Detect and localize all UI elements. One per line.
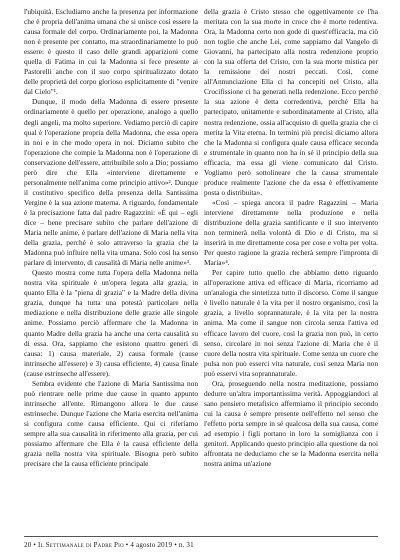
page-number: 20 bbox=[24, 541, 32, 549]
publication-name: Il Settimanale di Padre Pio bbox=[37, 541, 124, 549]
article-paragraph: della grazia è Cristo stesso che oggettivamente ce l'ha meritata con la sua morte in croce che è morte redentiva. Ora, la Madonna certo non gode di quest'efficacia, ma ciò non toglie che anche Lei, come sappiamo dal Vangelo di Giovanni, ha partecipato alla nostra redenzione proprio con la sua offerta del Cristo, con la sua morte mistica per la remissione dei nostri peccati. Così, come all'Annunciazione Ella ci ha concepiti nel Cristo, alla Crocifissione ci ha generati nella redenzione. Ecco perché la sua azione è detta corredentiva, perché Ella ha partecipato, unitamente e subordinatamente al Cristo, alla nostra redenzione, ossia all'acquisto di quella grazia che ci merita la Vita eterna. In termini più precisi diciamo allora che la Madonna si configura quale causa efficace seconda e strumentale in quanto non ha in sé il principio della sua efficacia, ma essa gli viene comunicato dal Cristo. Vogliamo però sottolineare che la causa strumentale produce realmente l'azione che da essa è effettivamente posta o distribuita». bbox=[204, 7, 378, 197]
page-footer bbox=[24, 540, 378, 550]
article-paragraph: Ora, proseguendo nella nostra meditazione, possiamo dedurre un'altra importantissima verità. Appoggiandoci al sano pensiero metafisico affermiamo il principio secondo cui la causa è sempre presente nell'effetto nel senso che l'effetto porta sempre in sé qualcosa della sua causa, come ad esempio i figli portano in loro la somiglianza con i genitori. Applicando questo principio alla questione da noi affrontata ne deduciamo che se la Madonna esercita nella nostra anima un'azione bbox=[204, 378, 378, 469]
article-paragraph: l'ubiquità. Escludiamo anche la presenza per informazione che è propria dell'anima umana che si unisce così essere la causa formale del corpo. Ordinariamente poi, la Madonna non è presente per contatto, ma straordinariamente lo può essere: è questo il caso delle grandi apparizioni come quella di Fatima in cui la Madonna si fece presente ai Pastorelli anche con il suo corpo spiritualizzato dotato delle proprietà del corpo glorioso esplicitamente di "venire dal Cielo"¹. bbox=[24, 7, 198, 97]
footer-divider bbox=[24, 536, 378, 537]
article-paragraph: Dunque, il modo della Madonna di essere presente ordinariamente è quello per operazione, analogo a quello degli angeli, ma molto superiore. Vediamo perciò di capire qual è l'operazione propria della Madonna, che essa opera in noi e in che modo opera in noi. Diciamo subito che l'operazione che compie la Madonna non è l'operazione di conservazione dell'essere, attribuibile solo a Dio; possiamo però dire che Ella «interviene direttamente e personalmente nell'anima come principio attivo»². Dunque il costitutivo specifico della presenza della Santissima Vergine è la sua azione materna. A riguardo, fondamentale è la precisazione fatta dal padre Ragazzini: «È qui – egli dice – bene precisare subito che parlare dell'azione di Maria nelle anime, è parlare dell'azione di Maria nella vita della grazia, perché è solo attraverso la grazia che la Madonna può influire nella vita umana. Solo così ha senso parlare di intervento, di causalità di Maria nelle anime»³. bbox=[24, 97, 198, 268]
footer-bullet: • bbox=[33, 541, 37, 549]
footer-bullet: • bbox=[125, 541, 129, 549]
footer-bullet: • bbox=[174, 541, 177, 549]
issue-date: 4 agosto 2019 bbox=[130, 541, 173, 549]
article-paragraph: «Così – spiega ancora il padre Ragazzini – Maria interviene direttamente nella produzione e nella distribuzione della grazia santificante e il suo intervento non terminerà nella volontà di Dio e di Cristo, ma si inserirà in me direttamente cosa per cose e volta per volta. Per questo ragione la grazia recherà sempre l'impronta di Maria»⁴. bbox=[204, 197, 378, 268]
article-paragraph: Per capire tutto quello che abbiamo detto riguardo all'operazione attiva ed efficace di Maria, ricorriamo ad un'analogia che sintetizza tutto il discorso. Come il sangue è livello naturale è la vita per il nostro organismo, così la grazia, a livello soprannaturale, è la vita per la nostra anima. Ma come il sangue non circola senza l'attiva ed efficace lavoro del cuore, così la grazia non può, in certo senso, circolare in noi senza l'azione di Maria che è il cuore della nostra vita spirituale. Come senza un cuore che pulsa non può esserci vita naturale, così senza Maria non può esservi vita soprannaturale. bbox=[204, 268, 378, 378]
article-paragraph: Questo mostra come tutta l'opera della Madonna nella nostra vita spirituale è un'opera legata alla grazia, in quanto Ella è la "piena di grazia" e la Madre della divina grazia, dunque ha tutta una potestà particolare nella mediazione e nella distribuzione delle grazie alle singole anime. Possiamo perciò affermare che la Madonna in quanto Madre della grazia ha anche una certa causalità su di essa. Ora, sappiamo che esistono quattro generi di causa: 1) causa materiale, 2) causa formale (cause intrinseche all'essere) e 3) causa efficiente, 4) causa finale (cause estrinseche all'essere). bbox=[24, 268, 198, 378]
right-text-column bbox=[204, 7, 378, 525]
article-paragraph: Sembra evidente che l'azione di Maria Santissima non può rientrare nelle prime due cause in quanto appunto intrinseche all'ente. Rimangono allora le due cause estrinseche. Dunque l'azione che Maria esercita nell'anima si configura come causa efficiente. Qui ci riferiamo sempre alla sua causalità in riferimento alla grazia, per cui possiamo affermare che Ella è la causa efficiente della grazia nella nostra vita spirituale. Bisogna però subito precisare che la causa efficiente principale bbox=[24, 378, 198, 469]
issue-number: n. 31 bbox=[178, 541, 194, 549]
left-text-column bbox=[24, 7, 198, 525]
